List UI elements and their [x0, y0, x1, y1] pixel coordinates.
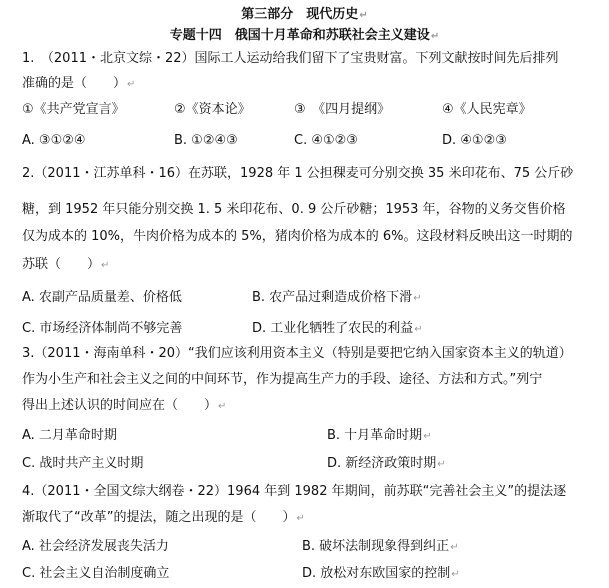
q2-stem-line-4: 苏联（ ）↵: [22, 257, 110, 272]
q1-item-4: ④《人民宪章》: [442, 102, 532, 117]
q1-option-a: A. ③①②④: [22, 133, 86, 148]
q1-item-1: ①《共产党宣言》: [22, 102, 125, 117]
topic-heading: 专题十四 俄国十月革命和苏联社会主义建设↵: [169, 28, 440, 43]
q2-option-b: B. 农产品过剩造成价格下滑↵: [252, 290, 422, 305]
q2-stem-line-2: 糖，到 1952 年只能分别交换 1. 5 米印花布、0. 9 公斤砂糖；1953 年，谷物的义务交售价格: [22, 202, 566, 217]
q4-option-d: D. 放松对东欧国家的控制↵: [302, 566, 460, 581]
q2-option-d: D. 工业化牺牲了农民的利益↵: [252, 321, 423, 336]
q1-option-b: B. ①②④③: [174, 133, 238, 148]
q3-option-b: B. 十月革命时期↵: [327, 428, 432, 443]
q1-option-c: C. ④①②③: [294, 133, 358, 148]
q4-option-c: C. 社会主义自治制度确立: [22, 566, 170, 581]
q2-stem-line-1: 2.（2011・江苏单科・16）在苏联，1928 年 1 公担稞麦可分别交换 35 米印花布、75 公斤砂: [22, 166, 574, 181]
q3-stem-line-3: 得出上述认识的时间应在（ ）↵: [22, 398, 227, 413]
q1-item-3: ③ 《四月提纲》: [294, 102, 391, 117]
q4-stem-line-2: 渐取代了“改革”的提法，随之出现的是（ ）↵: [22, 510, 305, 525]
q1-stem-line-2: 准确的是（ ）↵: [22, 76, 136, 91]
q4-option-a: A. 社会经济发展丧失活力: [22, 539, 169, 554]
q2-stem-line-3: 仅为成本的 10%，牛肉价格为成本的 5%，猪肉价格为成本的 6%。这段材料反映出这一时期的: [22, 229, 573, 244]
part-heading: 第三部分 现代历史↵: [241, 7, 368, 22]
q1-stem-line-1: 1. （2011・北京文综・22）国际工人运动给我们留下了宝贵财富。下列文献按时间先后排列: [22, 51, 559, 66]
q4-option-b: B. 破坏法制现象得到纠正↵: [302, 539, 459, 554]
q3-option-d: D. 新经济政策时期↵: [327, 456, 446, 471]
q2-option-c: C. 市场经济体制尚不够完善: [22, 321, 183, 336]
q2-option-a: A. 农副产品质量差、价格低: [22, 290, 182, 305]
q3-option-a: A. 二月革命时期: [22, 428, 117, 443]
q3-stem-line-1: 3.（2011・海南单科・20）“我们应该利用资本主义（特别是要把它纳入国家资本主义的轨道）: [22, 346, 572, 361]
q1-item-2: ②《资本论》: [174, 102, 251, 117]
q1-option-d: D. ④①②③: [442, 133, 507, 148]
q4-stem-line-1: 4.（2011・全国文综大纲卷・22）1964 年到 1982 年期间，前苏联“完善社会主义”的提法逐: [22, 484, 567, 499]
q3-stem-line-2: 作为小生产和社会主义之间的中间环节，作为提高生产力的手段、途径、方法和方式。”列宁: [22, 372, 543, 387]
q3-option-c: C. 战时共产主义时期: [22, 456, 144, 471]
